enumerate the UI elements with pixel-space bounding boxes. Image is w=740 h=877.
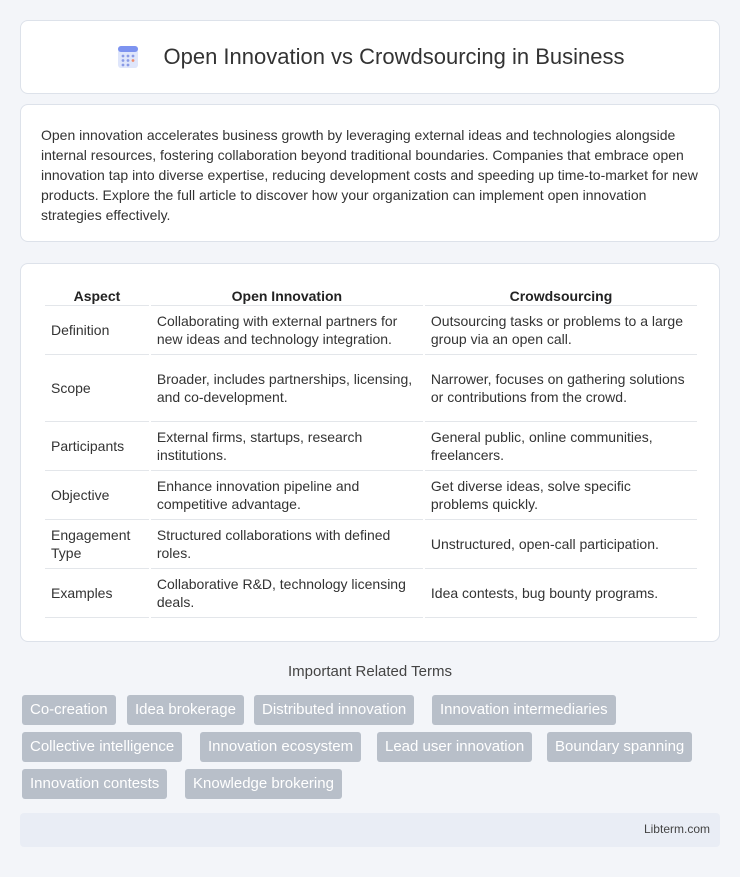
header-aspect: Aspect: [45, 284, 149, 306]
intro-card: [20, 104, 720, 242]
row-open-innovation: Broader, includes partnerships, licensing, and co-development.: [151, 355, 423, 422]
footer: [20, 813, 720, 847]
footer-brand[interactable]: Libterm.com: [643, 822, 710, 836]
row-aspect: Definition: [45, 306, 149, 355]
page-title: Open Innovation vs Crowdsourcing in Business: [163, 44, 625, 69]
tag-lead-user-innovation[interactable]: Lead user innovation: [377, 732, 532, 762]
intro-paragraph: Open innovation accelerates business growth by leveraging external ideas and technologies alongside internal resources, fostering collaboration beyond traditional boundaries. Companies that embrace open innovation tap into diverse expertise, reducing development costs and speeding up time-to-market for new products. Explore the full article to discover how your organization can implement open innovation strategies effectively.: [41, 127, 698, 223]
row-aspect: Examples: [45, 569, 149, 618]
table-row: [45, 306, 697, 355]
row-open-innovation: Collaborative R&D, technology licensing deals.: [151, 569, 423, 618]
row-crowdsourcing: Get diverse ideas, solve specific problems quickly.: [425, 471, 697, 520]
document-grid-icon: [115, 44, 141, 70]
row-aspect: Objective: [45, 471, 149, 520]
tag-distributed-innovation[interactable]: Distributed innovation: [254, 695, 414, 725]
row-open-innovation: Enhance innovation pipeline and competitive advantage.: [151, 471, 423, 520]
tag-innovation-contests[interactable]: Innovation contests: [22, 769, 167, 799]
related-terms-title: Important Related Terms: [288, 663, 452, 680]
header-crowdsourcing: Crowdsourcing: [425, 284, 697, 306]
table-row: [45, 520, 697, 569]
table-row: [45, 569, 697, 618]
row-aspect: Engagement Type: [45, 520, 149, 569]
comparison-card: [20, 263, 720, 642]
tag-collective-intelligence[interactable]: Collective intelligence: [22, 732, 182, 762]
tag-knowledge-brokering[interactable]: Knowledge brokering: [185, 769, 342, 799]
tag-innovation-ecosystem[interactable]: Innovation ecosystem: [200, 732, 361, 762]
tag-idea-brokerage[interactable]: Idea brokerage: [127, 695, 244, 725]
tag-co-creation[interactable]: Co-creation: [22, 695, 116, 725]
row-crowdsourcing: General public, online communities, freelancers.: [425, 422, 697, 471]
row-aspect: Scope: [45, 355, 149, 422]
comparison-table: [43, 284, 699, 618]
table-header-row: [45, 284, 697, 306]
table-row: [45, 471, 697, 520]
row-open-innovation: Collaborating with external partners for new ideas and technology integration.: [151, 306, 423, 355]
row-aspect: Participants: [45, 422, 149, 471]
row-crowdsourcing: Idea contests, bug bounty programs.: [425, 569, 697, 618]
row-crowdsourcing: Narrower, focuses on gathering solutions or contributions from the crowd.: [425, 355, 697, 422]
title-card: [20, 20, 720, 94]
header-open-innovation: Open Innovation: [151, 284, 423, 306]
row-crowdsourcing: Outsourcing tasks or problems to a large group via an open call.: [425, 306, 697, 355]
table-row: [45, 422, 697, 471]
table-row: [45, 355, 697, 422]
tag-boundary-spanning[interactable]: Boundary spanning: [547, 732, 692, 762]
row-crowdsourcing: Unstructured, open-call participation.: [425, 520, 697, 569]
row-open-innovation: Structured collaborations with defined roles.: [151, 520, 423, 569]
tag-innovation-intermediaries[interactable]: Innovation intermediaries: [432, 695, 616, 725]
row-open-innovation: External firms, startups, research institutions.: [151, 422, 423, 471]
